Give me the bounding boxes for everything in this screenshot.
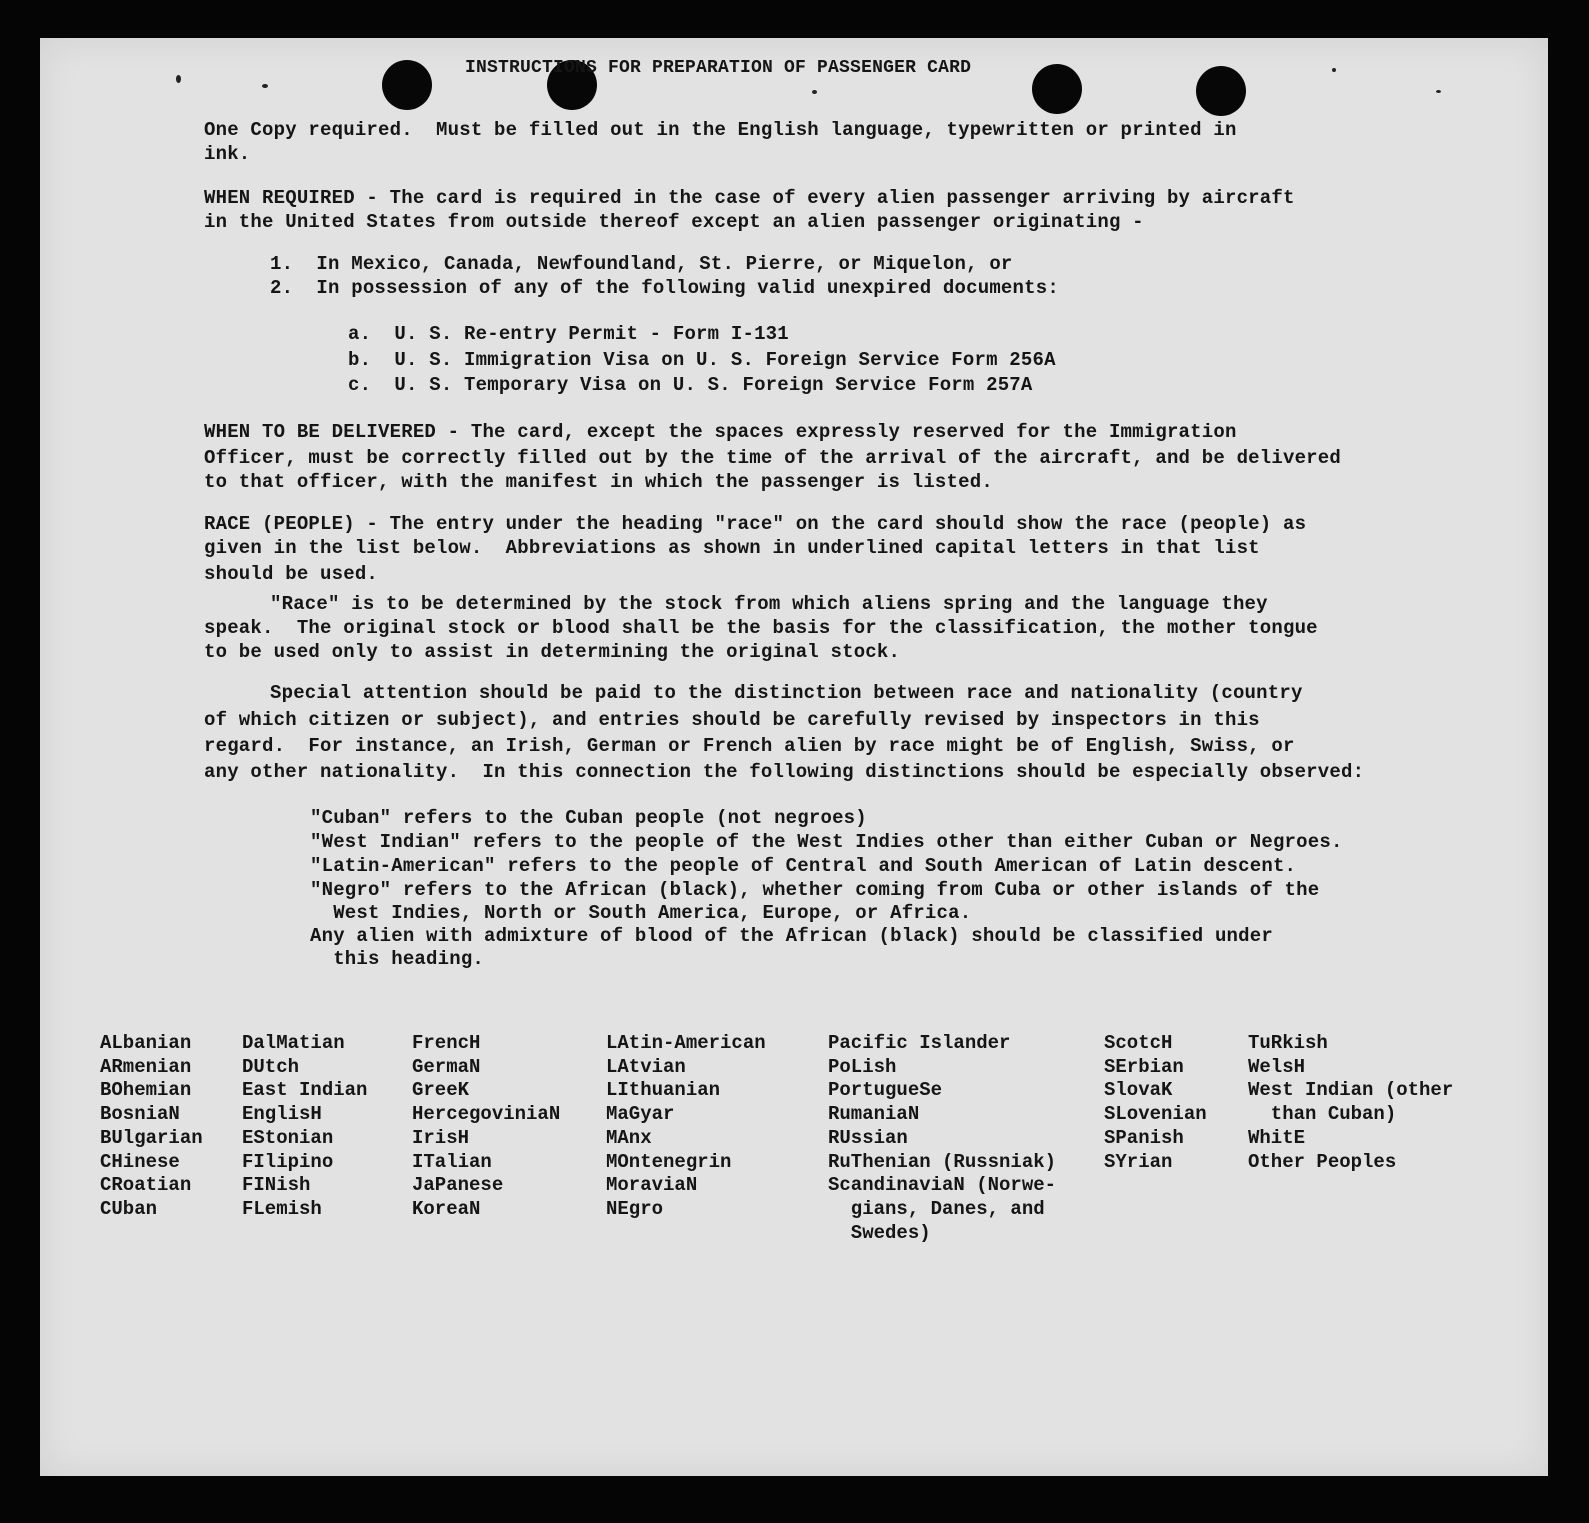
race-list-item: FrencH xyxy=(412,1032,481,1054)
race-list-item: WelsH xyxy=(1248,1055,1306,1078)
distinction-line: this heading. xyxy=(310,948,485,970)
race-list-item: WhitE xyxy=(1248,1126,1306,1149)
special-line: Special attention should be paid to the distinction between race and nationality (country xyxy=(270,682,1303,704)
lettered-item: a. U. S. Re-entry Permit - Form I-131 xyxy=(348,323,789,345)
punch-hole xyxy=(382,60,432,110)
race-list-item: FINish xyxy=(242,1174,311,1197)
speck xyxy=(262,84,268,88)
when-required-line: in the United States from outside thereof except an alien passenger originating - xyxy=(204,211,1144,233)
race-list-column xyxy=(100,1032,203,1222)
race-list-item: MAnx xyxy=(606,1126,652,1149)
race-list-item: Pacific Islander xyxy=(828,1032,1011,1054)
race-line: RACE (PEOPLE) - The entry under the heading "race" on the card should show the race (people) as xyxy=(204,513,1307,535)
lettered-item: b. U. S. Immigration Visa on U. S. Foreign Service Form 256A xyxy=(348,349,1056,371)
race-list-item: ALbanian xyxy=(100,1032,192,1054)
race-list-item: DUtch xyxy=(242,1055,300,1078)
race-line: given in the list below. Abbreviations as shown in underlined capital letters in that list xyxy=(204,537,1260,559)
race-list-column xyxy=(1104,1032,1207,1174)
race-list-column xyxy=(1248,1032,1453,1174)
race-list-column xyxy=(242,1032,367,1222)
race-list-item: GermaN xyxy=(412,1055,481,1078)
punch-hole xyxy=(1196,66,1246,116)
race-list-item: LAtvian xyxy=(606,1055,686,1078)
distinction-line: "Latin-American" refers to the people of Central and South American of Latin descent. xyxy=(310,855,1297,877)
distinction-line: Any alien with admixture of blood of the African (black) should be classified under xyxy=(310,925,1273,947)
race-list-item: BosniaN xyxy=(100,1103,180,1126)
race-list-item: MoraviaN xyxy=(606,1174,698,1197)
race-list-item: NEgro xyxy=(606,1197,664,1220)
speck xyxy=(1436,90,1441,93)
distinction-line: "Negro" refers to the African (black), whether coming from Cuba or other islands of the xyxy=(310,879,1320,901)
race-list-column xyxy=(412,1032,560,1222)
race-list-item: Swedes) xyxy=(828,1221,931,1244)
race-list-item: gians, Danes, and xyxy=(828,1197,1045,1220)
when-delivered-line: to that officer, with the manifest in which the passenger is listed. xyxy=(204,471,993,493)
race-list-item: East Indian xyxy=(242,1079,368,1102)
race-list-item: JaPanese xyxy=(412,1174,504,1197)
when-required-line: WHEN REQUIRED - The card is required in the case of every alien passenger arriving by aircraft xyxy=(204,187,1295,209)
special-line: any other nationality. In this connection the following distinctions should be especially observed: xyxy=(204,761,1365,783)
race-definition-line: to be used only to assist in determining the original stock. xyxy=(204,641,901,663)
race-list-item: LAtin-American xyxy=(606,1032,766,1054)
race-list-item: FLemish xyxy=(242,1197,322,1220)
page-title: INSTRUCTIONS FOR PREPARATION OF PASSENGER CARD xyxy=(465,58,972,78)
special-line: regard. For instance, an Irish, German or French alien by race might be of English, Swiss, or xyxy=(204,735,1295,757)
speck xyxy=(812,90,817,94)
race-list-column xyxy=(828,1032,1056,1245)
race-list-item: RUssian xyxy=(828,1126,908,1149)
race-line: should be used. xyxy=(204,563,379,585)
distinction-line: "Cuban" refers to the Cuban people (not negroes) xyxy=(310,807,867,829)
numbered-item: 1. In Mexico, Canada, Newfoundland, St. Pierre, or Miquelon, or xyxy=(270,253,1013,275)
race-list-item: MOntenegrin xyxy=(606,1150,732,1173)
race-list-item: West Indian (other xyxy=(1248,1079,1454,1102)
race-list-item: FIlipino xyxy=(242,1150,334,1173)
race-list-item: CRoatian xyxy=(100,1174,192,1197)
distinction-line: West Indies, North or South America, Europe, or Africa. xyxy=(310,902,972,924)
race-list-item: SErbian xyxy=(1104,1055,1184,1078)
speck xyxy=(176,75,181,83)
race-list-item: HercegoviniaN xyxy=(412,1103,561,1126)
race-list-item: ITalian xyxy=(412,1150,492,1173)
race-list-item: RuThenian (Russniak) xyxy=(828,1150,1057,1173)
numbered-item: 2. In possession of any of the following valid unexpired documents: xyxy=(270,277,1059,299)
race-definition-line: "Race" is to be determined by the stock from which aliens spring and the language they xyxy=(270,593,1268,615)
race-list-item: than Cuban) xyxy=(1248,1103,1397,1126)
race-list-item: DalMatian xyxy=(242,1032,345,1054)
race-list-column xyxy=(606,1032,766,1222)
race-list-item: BOhemian xyxy=(100,1079,192,1102)
race-list-item: RumaniaN xyxy=(828,1103,920,1126)
race-list-item: GreeK xyxy=(412,1079,470,1102)
race-list-item: BUlgarian xyxy=(100,1126,203,1149)
lettered-item: c. U. S. Temporary Visa on U. S. Foreign Service Form 257A xyxy=(348,374,1033,396)
when-delivered-line: WHEN TO BE DELIVERED - The card, except the spaces expressly reserved for the Immigration xyxy=(204,421,1237,443)
race-list-item: SYrian xyxy=(1104,1150,1173,1173)
race-list-item: KoreaN xyxy=(412,1197,481,1220)
when-delivered-line: Officer, must be correctly filled out by the time of the arrival of the aircraft, and be delivered xyxy=(204,447,1341,469)
race-list-item: LIthuanian xyxy=(606,1079,721,1102)
intro-line: One Copy required. Must be filled out in the English language, typewritten or printed in xyxy=(204,119,1237,141)
race-list-item: PoLish xyxy=(828,1055,897,1078)
race-list-item: PortugueSe xyxy=(828,1079,943,1102)
race-list-item: ScotcH xyxy=(1104,1032,1173,1054)
race-list-item: SlovaK xyxy=(1104,1079,1173,1102)
punch-hole xyxy=(1032,64,1082,114)
special-line: of which citizen or subject), and entries should be carefully revised by inspectors in this xyxy=(204,709,1260,731)
intro-line: ink. xyxy=(204,143,251,165)
race-list-item: EStonian xyxy=(242,1126,334,1149)
race-list-item: ScandinaviaN (Norwe- xyxy=(828,1174,1057,1197)
race-list-item: ARmenian xyxy=(100,1055,192,1078)
race-list-item: EnglisH xyxy=(242,1103,322,1126)
race-list-item: CUban xyxy=(100,1197,158,1220)
race-list-item: MaGyar xyxy=(606,1103,675,1126)
race-list-item: SPanish xyxy=(1104,1126,1184,1149)
distinction-line: "West Indian" refers to the people of the West Indies other than either Cuban or Negroes. xyxy=(310,831,1343,853)
speck xyxy=(1332,68,1336,72)
race-list-item: SLovenian xyxy=(1104,1103,1207,1126)
race-definition-line: speak. The original stock or blood shall be the basis for the classification, the mother tongue xyxy=(204,617,1318,639)
race-list-item: IrisH xyxy=(412,1126,470,1149)
race-list-item: TuRkish xyxy=(1248,1032,1328,1054)
race-list-item: Other Peoples xyxy=(1248,1150,1397,1173)
race-list-item: CHinese xyxy=(100,1150,180,1173)
